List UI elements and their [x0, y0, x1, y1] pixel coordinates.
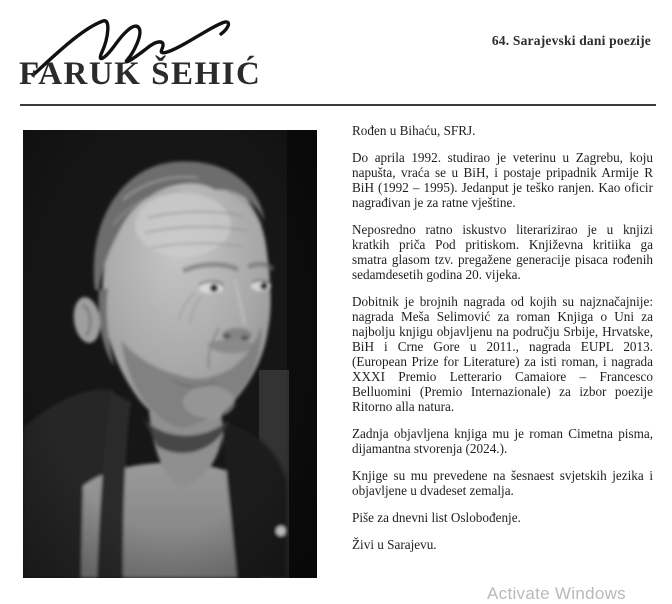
event-label: 64. Sarajevski dani poezije	[491, 33, 651, 48]
bio-paragraph: Dobitnik je brojnih nagrada od kojih su najznačajnije: nagrada Meša Selimović za roman Knjiga o Uni za najbolju knjigu objavljenu na području Srbije, Hrvatske, BiH i Crne Gore u 2011., nagrada EUPL 2013. (European Prize for Literature) za isti roman, i nagrada XXXI Premio Letterario Camaiore – Francesco Belluomini (Premio Internazionale) za izbor poezije Ritorno alla natura.	[352, 294, 653, 414]
bio-paragraph: Do aprila 1992. studirao je veterinu u Zagrebu, koju napušta, vraća se u BiH, i postaje pripadnik Armije R BiH (1992 – 1995). Jedanput je teško ranjen. Kao oficir nagrađivan je za ratne vještine.	[352, 150, 653, 210]
header-divider	[20, 104, 656, 106]
bio-paragraph: Zadnja objavljena knjiga mu je roman Cimetna pisma, dijamantna stvorenja (2024.).	[352, 426, 653, 456]
bio-paragraph: Knjige su mu prevedene na šesnaest svjetskih jezika i objavljene u dvadeset zemalja.	[352, 468, 653, 498]
portrait-photo	[23, 130, 317, 578]
bio-paragraph: Neposredno ratno iskustvo literarizirao je u knjizi kratkih priča Pod pritiskom. Književna kritiika ga smatra glasom tzv. pregažene generacije pisaca rođenih sedamdesetih godina 20. vijeka.	[352, 222, 653, 282]
bio-paragraph: Rođen u Bihaću, SFRJ.	[352, 123, 476, 138]
activate-windows-watermark: Activate Windows	[487, 584, 626, 603]
bio-text	[352, 123, 653, 564]
page-title: FARUK ŠEHIĆ	[19, 56, 262, 92]
bio-paragraph: Piše za dnevni list Oslobođenje.	[352, 510, 521, 525]
bio-paragraph: Živi u Sarajevu.	[352, 537, 437, 552]
